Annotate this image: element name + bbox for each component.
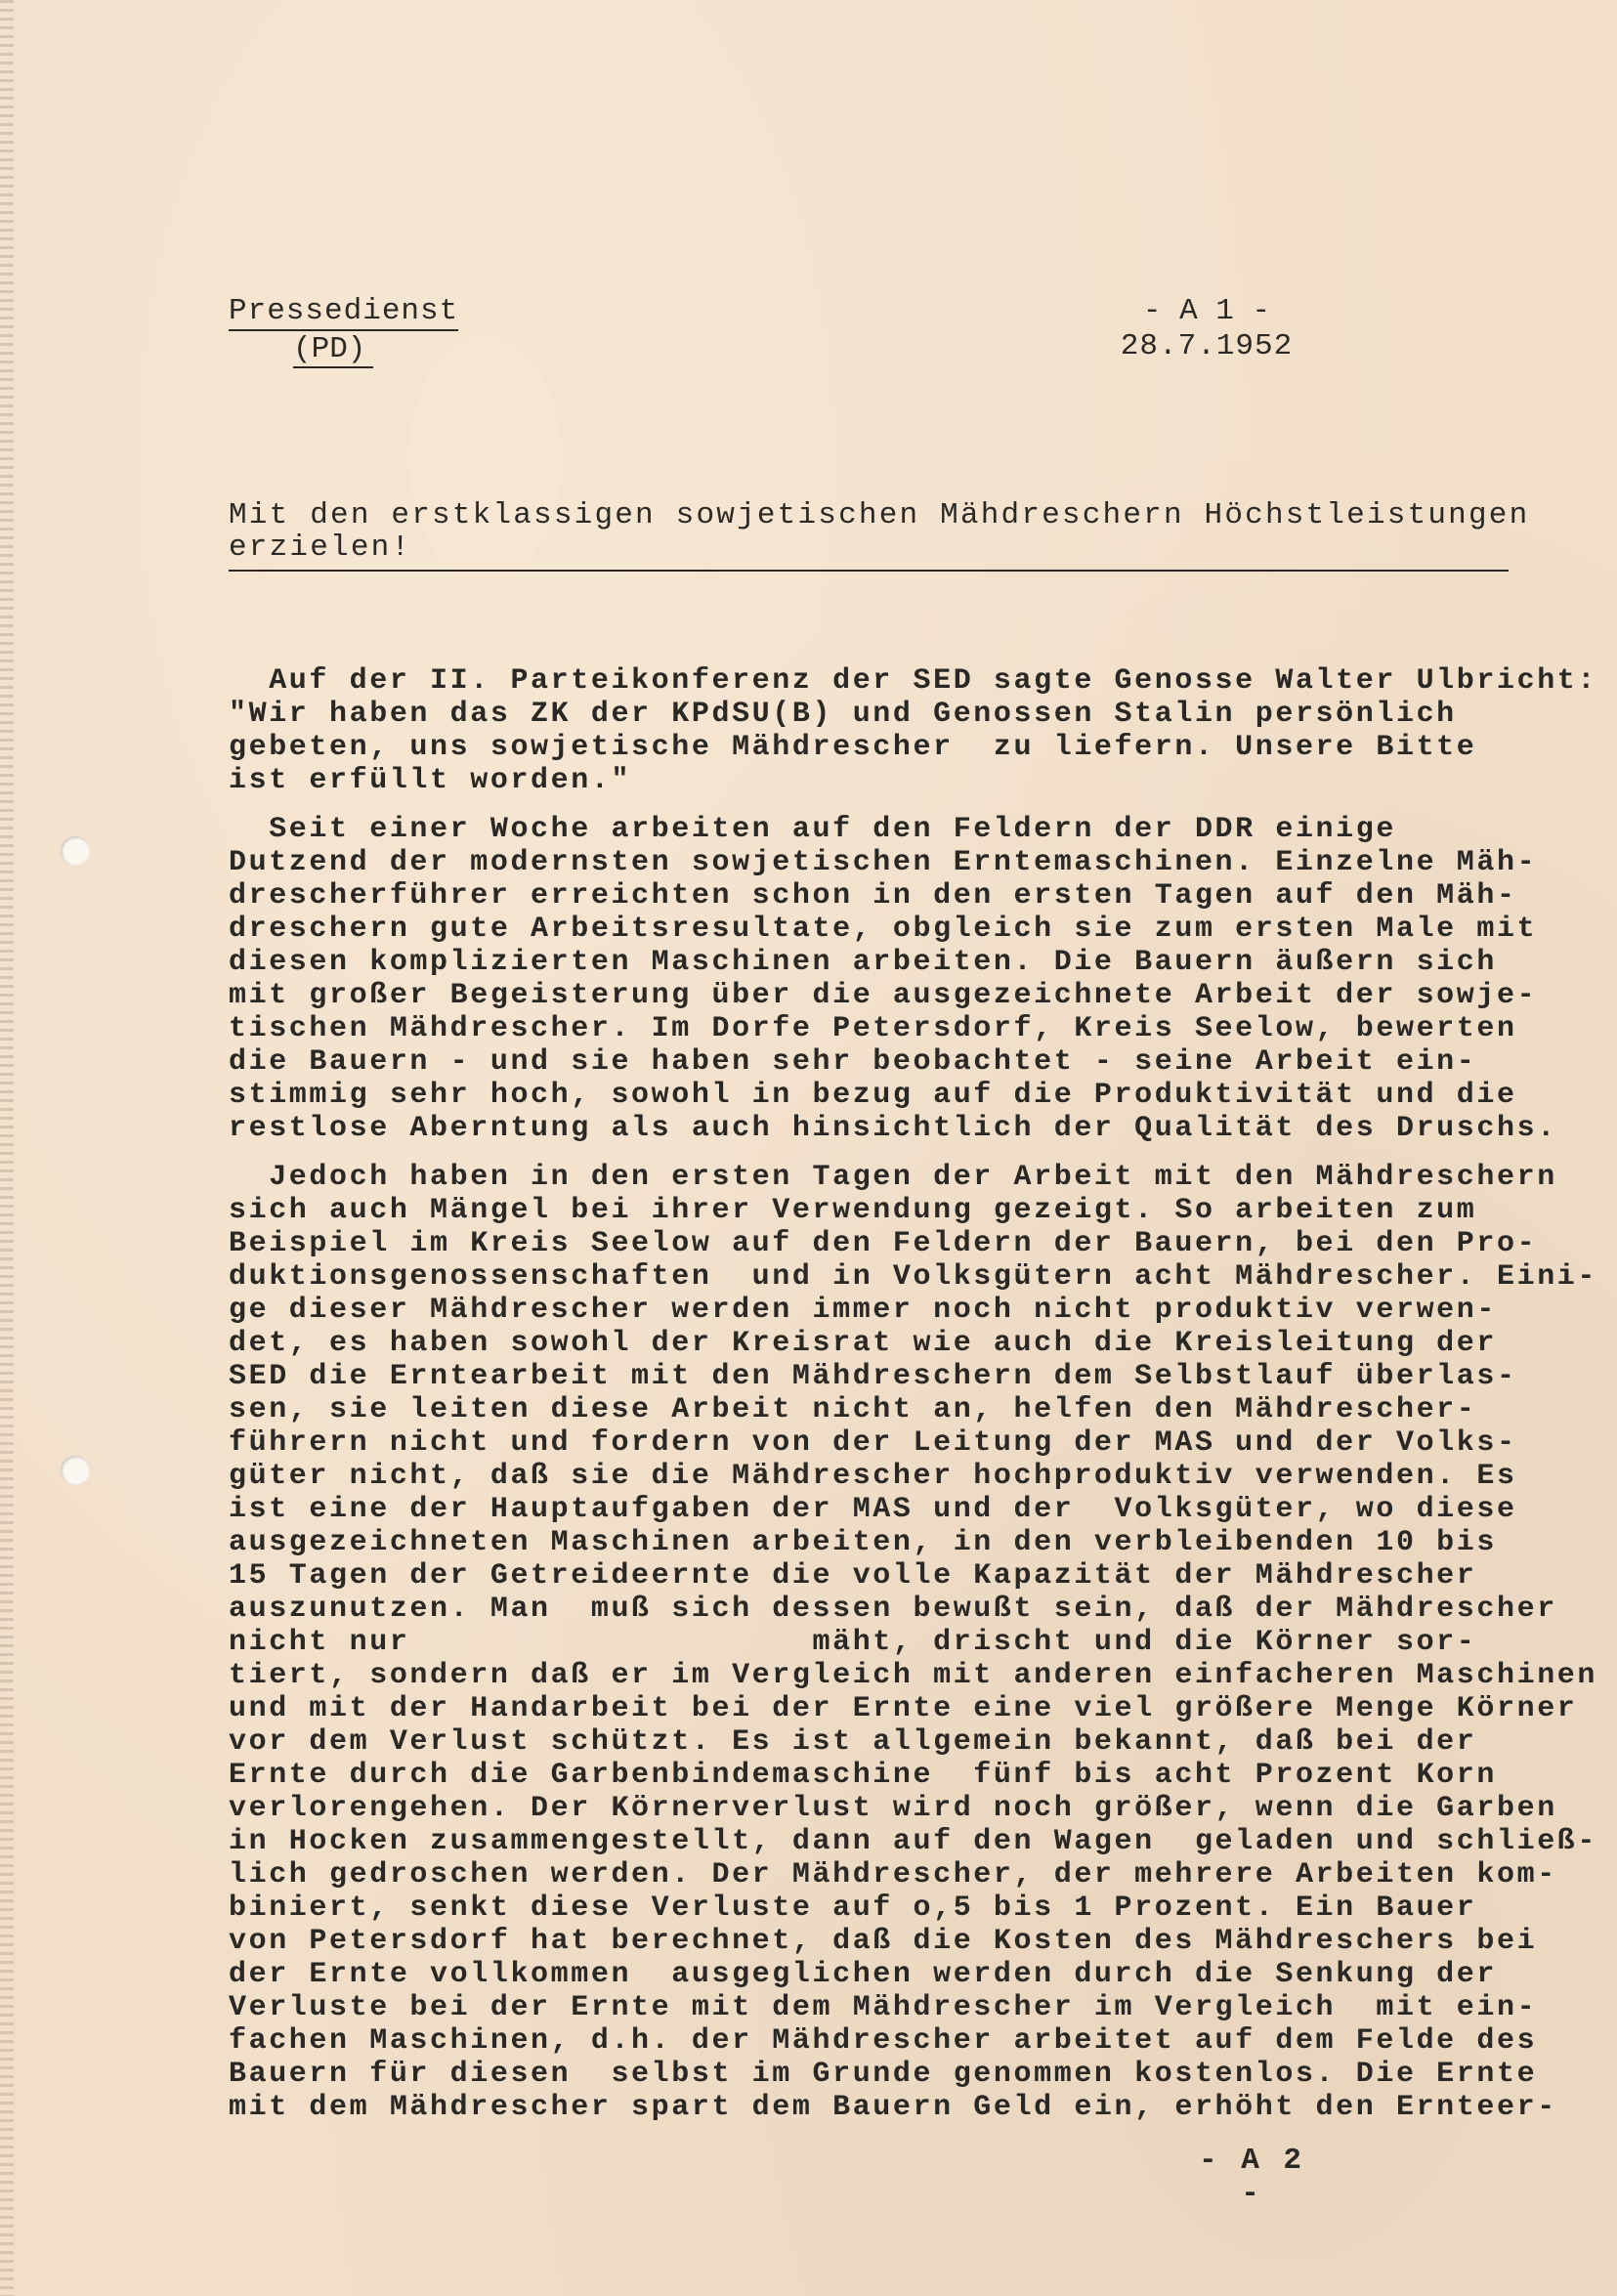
text-line: ist eine der Hauptaufgaben der MAS und der Volksgüter, wo diese <box>229 1493 1517 1526</box>
page-edge-wear <box>0 0 14 2296</box>
text-line: tischen Mähdrescher. Im Dorfe Petersdorf, Kreis Seelow, bewerten <box>229 1012 1517 1045</box>
text-line: fachen Maschinen, d.h. der Mähdrescher arbeitet auf dem Felde des <box>229 2024 1538 2058</box>
punch-hole-bottom <box>61 1456 90 1485</box>
text-line: mit dem Mähdrescher spart dem Bauern Geld ein, erhöht den Ernteer- <box>229 2091 1557 2124</box>
text-line: auszunutzen. Man muß sich dessen bewußt sein, daß der Mähdrescher <box>229 1593 1557 1626</box>
text-line: güter nicht, daß sie die Mähdrescher hochproduktiv verwenden. Es <box>229 1460 1517 1493</box>
text-line: sich auch Mängel bei ihrer Verwendung gezeigt. So arbeiten zum <box>229 1194 1477 1227</box>
text-line: sen, sie leiten diese Arbeit nicht an, helfen den Mähdrescher- <box>229 1393 1477 1426</box>
headline-line-2: erzielen! <box>229 531 412 565</box>
text-line: Ernte durch die Garbenbindemaschine fünf bis acht Prozent Korn <box>229 1759 1497 1792</box>
text-line: die Bauern - und sie haben sehr beobachtet - seine Arbeit ein- <box>229 1045 1477 1079</box>
text-line: gebeten, uns sowjetische Mähdrescher zu liefern. Unsere Bitte <box>229 731 1477 764</box>
text-line: tiert, sondern daß er im Vergleich mit anderen einfacheren Maschinen <box>229 1659 1597 1692</box>
text-line: dreschern gute Arbeitsresultate, obgleich sie zum ersten Male mit <box>229 913 1538 946</box>
text-line: stimmig sehr hoch, sowohl in bezug auf die Produktivität und die <box>229 1079 1517 1112</box>
text-line: verlorengehen. Der Körnerverlust wird noch größer, wenn die Garben <box>229 1792 1557 1825</box>
punch-hole-top <box>61 836 90 866</box>
text-line: führern nicht und fordern von der Leitung der MAS und der Volks- <box>229 1426 1517 1460</box>
text-line: 15 Tagen der Getreideernte die volle Kapazität der Mähdrescher <box>229 1559 1477 1593</box>
text-line: Auf der II. Parteikonferenz der SED sagte Genosse Walter Ulbricht: <box>229 664 1597 698</box>
text-line: det, es haben sowohl der Kreisrat wie auch die Kreisleitung der <box>229 1327 1497 1360</box>
next-page-marker: - A 2 - <box>1198 2144 1304 2211</box>
paragraph <box>229 1161 1596 2124</box>
text-line: lich gedroschen werden. Der Mähdrescher, der mehrere Arbeiten kom- <box>229 1858 1557 1892</box>
text-line: drescherführer erreichten schon in den ersten Tagen auf den Mäh- <box>229 879 1517 913</box>
text-line: und mit der Handarbeit bei der Ernte eine viel größere Menge Körner <box>229 1692 1578 1725</box>
text-line: Seit einer Woche arbeiten auf den Feldern der DDR einige <box>229 813 1396 846</box>
document-date: 28.7.1952 <box>1120 329 1294 363</box>
text-line: von Petersdorf hat berechnet, daß die Kosten des Mähdreschers bei <box>229 1925 1538 1958</box>
text-line: biniert, senkt diese Verluste auf o,5 bis 1 Prozent. Ein Bauer <box>229 1892 1477 1925</box>
text-line: Verluste bei der Ernte mit dem Mähdrescher im Vergleich mit ein- <box>229 1991 1538 2024</box>
header-sheet-block <box>1094 295 1319 363</box>
paragraph <box>229 664 1596 797</box>
agency-name: Pressedienst <box>229 295 458 331</box>
text-line: mit großer Begeisterung über die ausgezeichnete Arbeit der sowje- <box>229 979 1538 1012</box>
header-agency-block <box>229 295 458 368</box>
agency-abbreviation: (PD) <box>293 333 373 368</box>
text-line: nicht nur mäht, drischt und die Körner sor- <box>229 1626 1477 1659</box>
text-line: restlose Aberntung als auch hinsichtlich der Qualität des Druschs. <box>229 1112 1557 1145</box>
text-line: Beispiel im Kreis Seelow auf den Feldern der Bauern, bei den Pro- <box>229 1227 1538 1260</box>
text-line: Jedoch haben in den ersten Tagen der Arbeit mit den Mähdreschern <box>229 1161 1557 1194</box>
text-line: vor dem Verlust schützt. Es ist allgemein bekannt, daß bei der <box>229 1725 1477 1759</box>
text-line: ausgezeichneten Maschinen arbeiten, in den verbleibenden 10 bis <box>229 1526 1497 1559</box>
text-line: duktionsgenossenschaften und in Volksgütern acht Mähdrescher. Eini- <box>229 1260 1597 1294</box>
text-line: Dutzend der modernsten sowjetischen Erntemaschinen. Einzelne Mäh- <box>229 846 1538 879</box>
sheet-mark: - A 1 - <box>1142 294 1271 328</box>
paragraph <box>229 813 1596 1145</box>
text-line: Bauern für diesen selbst im Grunde genommen kostenlos. Die Ernte <box>229 2058 1538 2091</box>
headline-line-1: Mit den erstklassigen sowjetischen Mähdreschern Höchstleistungen <box>229 498 1530 532</box>
article-headline <box>229 498 1530 572</box>
text-line: in Hocken zusammengestellt, dann auf den Wagen geladen und schließ- <box>229 1825 1597 1858</box>
text-line: ist erfüllt worden." <box>229 764 632 797</box>
text-line: diesen komplizierten Maschinen arbeiten. Die Bauern äußern sich <box>229 946 1497 979</box>
text-line: ge dieser Mähdrescher werden immer noch nicht produktiv verwen- <box>229 1294 1497 1327</box>
text-line: der Ernte vollkommen ausgeglichen werden durch die Senkung der <box>229 1958 1497 1991</box>
text-line: "Wir haben das ZK der KPdSU(B) und Genossen Stalin persönlich <box>229 698 1457 731</box>
text-line: SED die Erntearbeit mit den Mähdreschern dem Selbstlauf überlas- <box>229 1360 1517 1393</box>
article-body <box>229 664 1596 2140</box>
